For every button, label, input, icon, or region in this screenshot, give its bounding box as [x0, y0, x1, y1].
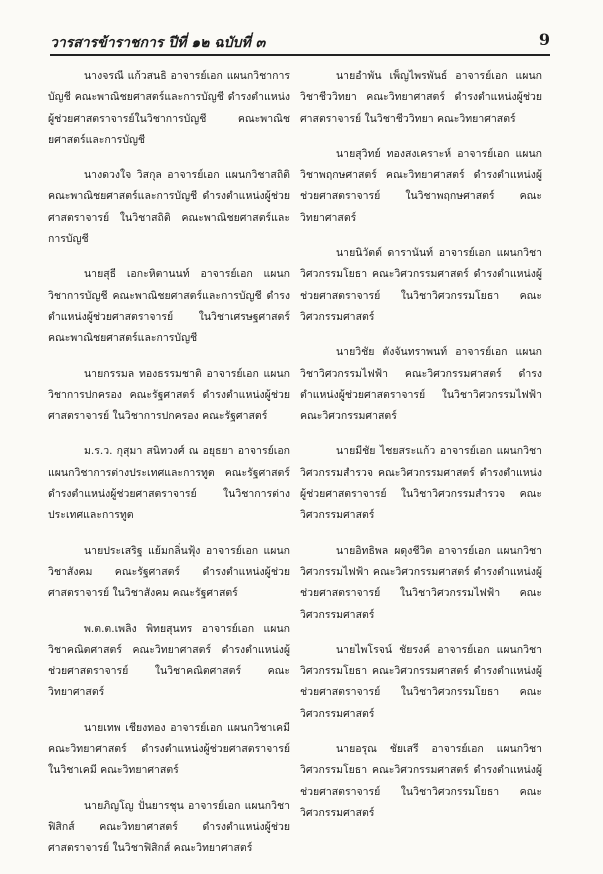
- appointment-entry: [48, 718, 290, 782]
- entry-text: นายประเสริฐ แย้มกลิ่นฟุ้ง อาจารย์เอก แผนกวิชาสังคม คณะรัฐศาสตร์ ดำรงตำแหน่งผู้ช่วยศาสตราจารย์ ในวิชาสังคม คณะรัฐศาสตร์: [48, 544, 290, 600]
- appointment-entry: [48, 619, 290, 704]
- entry-text: นายมีชัย ไชยสระแก้ว อาจารย์เอก แผนกวิชาวิศวกรรมสำรวจ คณะวิศวกรรมศาสตร์ ดำรงตำแหน่งผู้ช่วยศาสตราจารย์ ในวิชาวิศวกรรมสำรวจ คณะวิศวกรรมศาสตร์: [300, 445, 542, 522]
- journal-title: วารสารข้าราชการ ปีที่ ๑๒ ฉบับที่ ๓: [50, 35, 266, 51]
- appointment-entry: [48, 165, 290, 250]
- entry-text: นายอรุณ ชัยเสรี อาจารย์เอก แผนกวิชาวิศวกรรมโยธา คณะวิศวกรรมศาสตร์ ดำรงตำแหน่งผู้ช่วยศาสตราจารย์ ในวิชาวิศวกรรมโยธา คณะวิศวกรรมศาสตร์: [300, 743, 542, 819]
- left-column: [48, 66, 290, 874]
- appointment-entry: [300, 243, 542, 328]
- appointment-entry: [300, 640, 542, 725]
- entry-text: นายอำพัน เพ็ญไพรพันธ์ อาจารย์เอก แผนกวิชาชีววิทยา คณะวิทยาศาสตร์ ดำรงตำแหน่งผู้ช่วยศาสตราจารย์ ในวิชาชีววิทยา คณะวิทยาศาสตร์: [300, 70, 542, 125]
- entry-text: นายกรรมล ทองธรรมชาติ อาจารย์เอก แผนกวิชาการปกครอง คณะรัฐศาสตร์ ดำรงตำแหน่งผู้ช่วยศาสตราจารย์ ในวิชาการปกครอง คณะรัฐศาสตร์: [48, 367, 290, 423]
- appointment-entry: [48, 541, 290, 605]
- right-column: [300, 66, 542, 838]
- appointment-entry: [48, 264, 290, 349]
- entry-text: ม.ร.ว. กุสุมา สนิทวงศ์ ณ อยุธยา อาจารย์เอก แผนกวิชาการต่างประเทศและการทูต คณะรัฐศาสตร์ ดำรงตำแหน่งผู้ช่วยศาสตราจารย์ ในวิชาการต่างประเทศและการทูต: [48, 445, 290, 522]
- entry-text: นายนิวัตต์ ดารานันท์ อาจารย์เอก แผนกวิชาวิศวกรรมโยธา คณะวิศวกรรมศาสตร์ ดำรงตำแหน่งผู้ช่วยศาสตราจารย์ ในวิชาวิศวกรรมโยธา คณะวิศวกรรมศาสตร์: [300, 247, 542, 323]
- entry-text: นายอิทธิพล ผดุงชีวิต อาจารย์เอก แผนกวิชาวิศวกรรมไฟฟ้า คณะวิศวกรรมศาสตร์ ดำรงตำแหน่งผู้ช่วยศาสตราจารย์ ในวิชาวิศวกรรมไฟฟ้า คณะวิศวกรรมศาสตร์: [300, 544, 542, 621]
- entry-text: นายภิญโญ ปั่นยารชุน อาจารย์เอก แผนกวิชาฟิสิกส์ คณะวิทยาศาสตร์ ดำรงตำแหน่งผู้ช่วยศาสตราจารย์ ในวิชาฟิสิกส์ คณะวิทยาศาสตร์: [48, 799, 290, 855]
- entry-text: นางดวงใจ วิสกุล อาจารย์เอก แผนกวิชาสถิติ คณะพาณิชยศาสตร์และการบัญชี ดำรงตำแหน่งผู้ช่วยศาสตราจารย์ ในวิชาสถิติ คณะพาณิชยศาสตร์และการบัญชี: [48, 169, 290, 246]
- entry-text: นายไพโรจน์ ชัยรงค์ อาจารย์เอก แผนกวิชาวิศวกรรมโยธา คณะวิศวกรรมศาสตร์ ดำรงตำแหน่งผู้ช่วยศาสตราจารย์ ในวิชาวิศวกรรมโยธา คณะวิศวกรรมศาสตร์: [300, 643, 542, 720]
- entry-text: พ.ต.ต.เพลิง พิทยสุนทร อาจารย์เอก แผนกวิชาคณิตศาสตร์ คณะวิทยาศาสตร์ ดำรงตำแหน่งผู้ช่วยศาสตราจารย์ ในวิชาคณิตศาสตร์ คณะวิทยาศาสตร์: [48, 622, 290, 699]
- appointment-entry: [48, 364, 290, 428]
- entry-text: นายสุธี เอกะหิตานนท์ อาจารย์เอก แผนกวิชาการบัญชี คณะพาณิชยศาสตร์และการบัญชี ดำรงตำแหน่งผู้ช่วยศาสตราจารย์ ในวิชาเศรษฐศาสตร์ คณะพาณิชยศาสตร์และการบัญชี: [48, 268, 290, 345]
- entry-text: นายวิชัย ตังจันทราพนท์ อาจารย์เอก แผนกวิชาวิศวกรรมไฟฟ้า คณะวิศวกรรมศาสตร์ ดำรงตำแหน่งผู้ช่วยศาสตราจารย์ ในวิชาวิศวกรรมไฟฟ้า คณะวิศวกรรมศาสตร์: [300, 346, 542, 423]
- appointment-entry: [48, 441, 290, 526]
- appointment-entry: [300, 342, 542, 427]
- appointment-entry: [300, 441, 542, 526]
- appointment-entry: [300, 144, 542, 229]
- entry-text: นางจรณี แก้วสนธิ อาจารย์เอก แผนกวิชาการบัญชี คณะพาณิชยศาสตร์และการบัญชี ดำรงตำแหน่งผู้ช่วยศาสตราจารย์ในวิชาการบัญชี คณะพาณิชยศาสตร์และการบัญชี: [48, 70, 290, 146]
- page-header: [50, 28, 550, 56]
- appointment-entry: [300, 541, 542, 626]
- page-number: 9: [538, 30, 550, 49]
- appointment-entry: [48, 796, 290, 860]
- appointment-entry: [300, 66, 542, 130]
- entry-text: นายสุวิทย์ ทองสงเคราะห์ อาจารย์เอก แผนกวิชาพฤกษศาสตร์ คณะวิทยาศาสตร์ ดำรงตำแหน่งผู้ช่วยศาสตราจารย์ ในวิชาพฤกษศาสตร์ คณะวิทยาศาสตร์: [300, 147, 542, 224]
- entry-text: นายเทพ เชียงทอง อาจารย์เอก แผนกวิชาเคมี คณะวิทยาศาสตร์ ดำรงตำแหน่งผู้ช่วยศาสตราจารย์ ในวิชาเคมี คณะวิทยาศาสตร์: [48, 721, 290, 777]
- appointment-entry: [48, 66, 290, 151]
- appointment-entry: [300, 739, 542, 824]
